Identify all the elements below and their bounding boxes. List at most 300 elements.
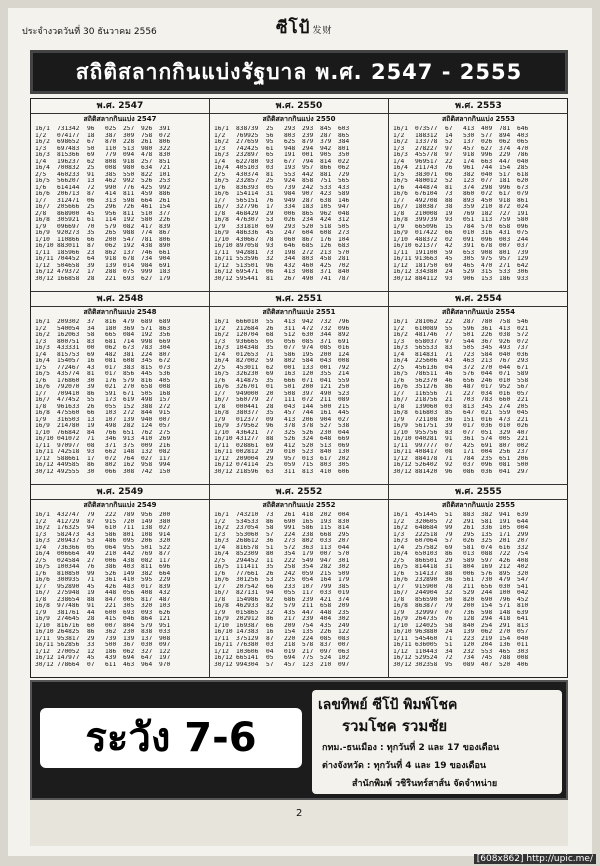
ad-line-4: ต่างจังหวัด : ทุกวันที่ 4 และ 19 ของเดือน bbox=[322, 761, 487, 771]
table-cell: 196237 bbox=[57, 158, 80, 165]
table-cell: 1/3 bbox=[35, 145, 47, 152]
table-cell: 827002 bbox=[236, 358, 259, 364]
table-cell: 056 bbox=[123, 590, 135, 596]
table-cell: 29 bbox=[87, 635, 95, 642]
table-cell: 016 bbox=[499, 390, 511, 397]
table-cell: 174 bbox=[463, 158, 475, 165]
table-cell: 45 bbox=[445, 256, 453, 262]
table-cell: 230 bbox=[123, 629, 135, 635]
table-cell: 332 bbox=[517, 544, 529, 551]
table-cell: 800751 bbox=[57, 338, 80, 345]
table-cell: 39 bbox=[445, 423, 453, 429]
table-cell: 644 bbox=[517, 518, 529, 525]
table-cell: 16/4 bbox=[393, 165, 408, 171]
table-cell: 801 bbox=[123, 531, 135, 538]
table-cell: 146 bbox=[338, 197, 350, 204]
table-cell: 120 bbox=[302, 371, 314, 377]
table-cell: 272 bbox=[159, 403, 171, 410]
table-cell: 16/1 bbox=[214, 512, 229, 518]
table-cell: 16/7 bbox=[214, 590, 229, 596]
table-cell: 16/2 bbox=[393, 332, 408, 338]
table-cell: 475560 bbox=[57, 410, 80, 416]
table-cell: 351276 bbox=[415, 384, 438, 390]
table-cell: 16/9 bbox=[393, 230, 408, 236]
table-cell: 081 bbox=[499, 462, 511, 468]
table-cell: 813 bbox=[463, 403, 475, 410]
panel-year-heading: พ.ศ. 2551 bbox=[210, 292, 388, 307]
table-cell: 86 bbox=[87, 629, 95, 635]
table-cell: 006 bbox=[284, 210, 296, 217]
table-cell: 021 bbox=[481, 410, 493, 416]
table-cell: 412729 bbox=[57, 518, 80, 525]
table-cell: 553596 bbox=[236, 256, 259, 262]
table-cell: 661 bbox=[159, 249, 171, 256]
table-cell: 408 bbox=[517, 557, 529, 564]
table-cell: 04 bbox=[445, 364, 453, 371]
table-cell: 671 bbox=[517, 364, 529, 371]
table-cell: 610089 bbox=[415, 325, 438, 332]
table-cell: 334380 bbox=[415, 269, 438, 275]
table-cell: 961 bbox=[463, 165, 475, 171]
table-cell: 69 bbox=[87, 152, 95, 158]
table-cell: 264735 bbox=[415, 616, 438, 622]
table-cell: 001 bbox=[284, 364, 296, 371]
table-cell: 329997 bbox=[415, 609, 438, 616]
table-cell: 334 bbox=[284, 204, 296, 210]
table-cell: 1/8 bbox=[35, 596, 47, 603]
table-cell: 581 bbox=[481, 518, 493, 525]
table-cell: 048 bbox=[338, 210, 350, 217]
table-cell: 16/11 bbox=[214, 642, 233, 648]
table-cell: 34 bbox=[445, 648, 453, 655]
table-cell: 410 bbox=[141, 436, 153, 442]
table-cell: 697483 bbox=[57, 145, 80, 152]
table-cell: 232897 bbox=[236, 152, 259, 158]
table-cell: 209 bbox=[338, 603, 350, 609]
table-cell: 2/5 bbox=[214, 364, 226, 371]
table-cell: 24 bbox=[445, 269, 453, 275]
table-cell: 86 bbox=[445, 551, 453, 557]
table-cell: 413 bbox=[284, 319, 296, 325]
table-cell: 226 bbox=[320, 629, 332, 635]
table-cell: 994 bbox=[159, 462, 171, 468]
table-cell: 572 bbox=[517, 332, 529, 338]
table-cell: 026 bbox=[517, 423, 529, 429]
table-cell: 589 bbox=[463, 557, 475, 564]
table-cell: 799 bbox=[320, 583, 332, 590]
table-cell: 200 bbox=[302, 384, 314, 390]
table-cell: 05 bbox=[266, 184, 274, 191]
table-cell: 16/2 bbox=[393, 139, 408, 145]
table-cell: 610 bbox=[105, 525, 117, 531]
table-cell: 001 bbox=[320, 364, 332, 371]
table-cell: 71 bbox=[445, 455, 453, 462]
table-cell: 16/7 bbox=[35, 397, 50, 403]
table-cell: 077 bbox=[481, 178, 493, 184]
table-cell: 804 bbox=[463, 564, 475, 570]
table-cell: 32 bbox=[266, 256, 274, 262]
table-cell: 062 bbox=[338, 165, 350, 171]
table-cell: 1/7 bbox=[35, 390, 47, 397]
table-cell: 72 bbox=[445, 655, 453, 661]
table-cell: 115 bbox=[320, 525, 332, 531]
table-cell: 074177 bbox=[57, 132, 80, 139]
table-cell: 500 bbox=[320, 403, 332, 410]
table-cell: 582473 bbox=[57, 531, 80, 538]
table-cell: 235 bbox=[481, 455, 493, 462]
table-cell: 162 bbox=[123, 462, 135, 468]
table-cell: 122 bbox=[159, 648, 171, 655]
table-cell: 69 bbox=[445, 262, 453, 269]
table-cell: 1/4 bbox=[35, 351, 47, 358]
table-cell: 648684 bbox=[415, 525, 438, 531]
table-cell: 634 bbox=[141, 165, 153, 171]
table-cell: 057 bbox=[517, 390, 529, 397]
table-cell: 327 bbox=[141, 648, 153, 655]
table-cell: 275948 bbox=[57, 590, 80, 596]
table-cell: 686 bbox=[284, 596, 296, 603]
table-cell: 840 bbox=[320, 449, 332, 455]
table-cell: 570 bbox=[481, 223, 493, 230]
table-cell: 03 bbox=[266, 165, 274, 171]
table-row bbox=[389, 469, 568, 476]
table-cell: 918 bbox=[123, 158, 135, 165]
table-cell: 079 bbox=[517, 191, 529, 197]
table-cell: 1/11 bbox=[214, 442, 229, 449]
table-cell: 700832 bbox=[57, 165, 80, 171]
table-cell: 492555 bbox=[57, 468, 80, 475]
table-cell: 246 bbox=[481, 377, 493, 384]
table-cell: 579 bbox=[284, 603, 296, 609]
table-cell: 955756 bbox=[415, 429, 438, 436]
table-cell: 956 bbox=[141, 512, 153, 518]
table-cell: 457 bbox=[284, 661, 296, 668]
table-cell: 168 bbox=[159, 390, 171, 397]
table-cell: 305 bbox=[123, 603, 135, 609]
table-cell: 478 bbox=[141, 152, 153, 158]
table-cell: 1/8 bbox=[393, 210, 405, 217]
year-panel bbox=[210, 292, 389, 485]
table-cell: 16/7 bbox=[214, 204, 229, 210]
ad-line-3: กทม.-ธนเมือง : ทุกวันที่ 2 และ 17 ของเดือน bbox=[322, 743, 500, 753]
table-cell: 16/1 bbox=[35, 126, 50, 132]
table-cell: 984 bbox=[284, 191, 296, 197]
ad-line-2: รวมโชค รวมชัย bbox=[342, 717, 448, 735]
table-cell: 16/3 bbox=[214, 152, 229, 158]
table-cell: 207 bbox=[517, 538, 529, 544]
table-cell: 17 bbox=[87, 455, 95, 462]
table-cell: 257582 bbox=[415, 544, 438, 551]
table-cell: 285 bbox=[517, 165, 529, 171]
table-cell: 627 bbox=[481, 145, 493, 152]
table-cell: 176860 bbox=[57, 377, 80, 384]
page-number: 2 bbox=[296, 808, 303, 819]
table-cell: 233 bbox=[284, 583, 296, 590]
table-cell: 561 bbox=[463, 577, 475, 583]
table-cell: 510 bbox=[141, 210, 153, 217]
table-cell: 362 bbox=[105, 629, 117, 635]
table-cell: 089 bbox=[338, 397, 350, 403]
table-cell: 865 bbox=[338, 132, 350, 139]
table-cell: 391 bbox=[463, 243, 475, 249]
table-cell: 361 bbox=[481, 325, 493, 332]
table-cell: 136 bbox=[499, 642, 511, 648]
table-cell: 980 bbox=[123, 165, 135, 171]
table-cell: 16/5 bbox=[214, 178, 229, 184]
table-cell: 253 bbox=[159, 178, 171, 184]
table-cell: 792070 bbox=[57, 384, 80, 390]
table-cell: 085 bbox=[302, 338, 314, 345]
table-cell: 002812 bbox=[236, 449, 259, 455]
table-cell: 25 bbox=[266, 178, 274, 184]
table-cell: 06 bbox=[87, 197, 95, 204]
table-cell: 04 bbox=[266, 648, 274, 655]
table-cell: 13 bbox=[87, 178, 95, 184]
table-cell: 626 bbox=[159, 609, 171, 616]
table-cell: 024584 bbox=[57, 557, 80, 564]
table-cell: 16/10 bbox=[35, 629, 54, 635]
table-cell: 117 bbox=[159, 455, 171, 462]
table-cell: 668 bbox=[320, 531, 332, 538]
table-cell: 29 bbox=[445, 557, 453, 564]
table-cell: 133 bbox=[302, 364, 314, 371]
table-row bbox=[31, 276, 209, 283]
table-cell: 549 bbox=[302, 557, 314, 564]
table-cell: 191 bbox=[284, 152, 296, 158]
table-cell: 380 bbox=[159, 518, 171, 525]
table-cell: 097 bbox=[338, 661, 350, 668]
table-cell: 1/12 bbox=[35, 648, 50, 655]
table-cell: 072 bbox=[517, 338, 529, 345]
panel-subtitle: สถิติสลากกินแบ่ง 2547 bbox=[83, 115, 157, 123]
table-cell: 206 bbox=[141, 538, 153, 544]
table-cell: 274 bbox=[499, 403, 511, 410]
table-cell: 676104 bbox=[415, 191, 438, 197]
panel-subtitle: สถิติสลากกินแบ่ง 2553 bbox=[441, 115, 516, 123]
table-cell: 311 bbox=[284, 468, 296, 475]
table-cell: 432 bbox=[284, 262, 296, 269]
table-cell: 113 bbox=[320, 544, 332, 551]
logo-small-text: 发财 bbox=[312, 26, 333, 36]
table-cell: 988 bbox=[123, 230, 135, 236]
table-cell: 586 bbox=[302, 525, 314, 531]
table-cell: 16/10 bbox=[214, 243, 233, 249]
table-cell: 83 bbox=[87, 338, 95, 345]
table-cell: 16/6 bbox=[393, 577, 408, 583]
table-cell: 232 bbox=[463, 648, 475, 655]
table-cell: 044 bbox=[338, 429, 350, 436]
table-cell: 810850 bbox=[57, 570, 80, 577]
table-cell: 322 bbox=[159, 145, 171, 152]
table-cell: 100344 bbox=[57, 564, 80, 570]
table-cell: 56 bbox=[266, 132, 274, 139]
table-cell: 282 bbox=[123, 423, 135, 429]
table-cell: 006 bbox=[463, 570, 475, 577]
table-cell: 257 bbox=[123, 126, 135, 132]
table-cell: 956 bbox=[105, 210, 117, 217]
table-cell: 470 bbox=[481, 262, 493, 269]
table-cell: 62 bbox=[87, 158, 95, 165]
table-cell: 980 bbox=[141, 145, 153, 152]
table-cell: 16/8 bbox=[35, 603, 50, 609]
table-cell: 06 bbox=[266, 269, 274, 275]
table-cell: 139 bbox=[105, 262, 117, 269]
table-cell: 614144 bbox=[57, 184, 80, 191]
table-cell: 597 bbox=[481, 557, 493, 564]
table-cell: 866501 bbox=[415, 557, 438, 564]
table-cell: 576 bbox=[463, 371, 475, 377]
table-cell: 518 bbox=[320, 223, 332, 230]
table-cell: 191 bbox=[499, 518, 511, 525]
table-cell: 344 bbox=[320, 332, 332, 338]
table-cell: 093 bbox=[141, 609, 153, 616]
table-cell: 012377 bbox=[236, 416, 259, 423]
table-cell: 293 bbox=[284, 223, 296, 230]
table-cell: 526 bbox=[141, 178, 153, 184]
table-cell: 481746 bbox=[415, 332, 438, 338]
table-cell: 29 bbox=[266, 449, 274, 455]
table-cell: 915 bbox=[159, 410, 171, 416]
table-cell: 97 bbox=[445, 338, 453, 345]
table-cell: 124025 bbox=[415, 622, 438, 629]
table-cell: 192 bbox=[141, 332, 153, 338]
table-cell: 616803 bbox=[415, 410, 438, 416]
table-cell: 16/3 bbox=[393, 345, 408, 351]
table-cell: 559 bbox=[499, 410, 511, 416]
table-cell: 783 bbox=[141, 345, 153, 351]
table-cell: 431 bbox=[499, 230, 511, 236]
panel-year-heading: พ.ศ. 2554 bbox=[389, 292, 568, 307]
table-cell: 1/10 bbox=[35, 236, 50, 243]
table-cell: 024 bbox=[517, 204, 529, 210]
table-cell: 371 bbox=[320, 338, 332, 345]
table-cell: 1/4 bbox=[214, 351, 226, 358]
table-cell: 268612 bbox=[236, 538, 259, 544]
table-cell: 714 bbox=[123, 338, 135, 345]
table-cell: 107 bbox=[302, 583, 314, 590]
table-cell: 442 bbox=[123, 551, 135, 557]
table-cell: 517 bbox=[499, 171, 511, 178]
table-cell: 86 bbox=[445, 384, 453, 390]
table-cell: 1/9 bbox=[393, 609, 405, 616]
table-cell: 224 bbox=[302, 635, 314, 642]
table-cell: 16/9 bbox=[214, 230, 229, 236]
table-cell: 010 bbox=[463, 230, 475, 236]
table-cell: 176 bbox=[105, 377, 117, 384]
table-cell: 678 bbox=[123, 256, 135, 262]
table-cell: 893 bbox=[463, 197, 475, 204]
table-cell: 305 bbox=[463, 256, 475, 262]
table-cell: 320 bbox=[517, 570, 529, 577]
table-cell: 512 bbox=[284, 332, 296, 338]
table-cell: 88 bbox=[445, 197, 453, 204]
table-cell: 017 bbox=[105, 371, 117, 377]
table-cell: 09 bbox=[266, 416, 274, 423]
table-cell: 58 bbox=[445, 622, 453, 629]
table-cell: 1/7 bbox=[214, 390, 226, 397]
table-cell: 305 bbox=[338, 462, 350, 468]
table-cell: 856 bbox=[123, 371, 135, 377]
table-cell: 06 bbox=[445, 171, 453, 178]
year-panel bbox=[31, 485, 210, 678]
table-cell: 658 bbox=[499, 223, 511, 230]
table-cell: 83 bbox=[445, 345, 453, 351]
page-footer-band bbox=[30, 800, 568, 846]
table-cell: 150 bbox=[159, 468, 171, 475]
table-cell: 777661 bbox=[236, 570, 259, 577]
table-cell: 16/6 bbox=[35, 191, 50, 197]
table-cell: 166858 bbox=[57, 275, 80, 282]
table-cell: 477452 bbox=[57, 397, 80, 403]
table-cell: 116556 bbox=[415, 390, 438, 397]
panel-rows bbox=[31, 126, 209, 282]
table-cell: 451445 bbox=[415, 512, 438, 518]
table-cell: 1/4 bbox=[393, 544, 405, 551]
table-cell: 28 bbox=[266, 403, 274, 410]
table-cell: 397 bbox=[302, 390, 314, 397]
table-cell: 244904 bbox=[415, 590, 438, 596]
table-cell: 185966 bbox=[57, 249, 80, 256]
table-cell: 096 bbox=[517, 223, 529, 230]
table-cell: 16/3 bbox=[214, 345, 229, 351]
table-cell: 953817 bbox=[57, 635, 80, 642]
table-cell: 294 bbox=[481, 616, 493, 622]
table-cell: 03 bbox=[266, 642, 274, 648]
table-cell: 77 bbox=[266, 429, 274, 436]
table-cell: 1/3 bbox=[214, 145, 226, 152]
table-cell: 297 bbox=[517, 468, 529, 475]
table-cell: 39 bbox=[87, 262, 95, 269]
table-cell: 217 bbox=[302, 648, 314, 655]
table-cell: 209 bbox=[284, 622, 296, 629]
table-cell: 405 bbox=[159, 377, 171, 384]
table-cell: 526 bbox=[105, 570, 117, 577]
table-cell: 920273 bbox=[57, 230, 80, 236]
table-cell: 101 bbox=[159, 171, 171, 178]
table-cell: 639 bbox=[517, 609, 529, 616]
table-cell: 244 bbox=[517, 236, 529, 243]
table-cell: 780 bbox=[481, 319, 493, 325]
table-cell: 16/6 bbox=[214, 384, 229, 390]
table-cell: 806 bbox=[159, 139, 171, 145]
table-cell: 473 bbox=[499, 416, 511, 423]
table-cell: 500 bbox=[517, 462, 529, 468]
table-cell: 811 bbox=[123, 191, 135, 197]
table-cell: 173 bbox=[105, 397, 117, 403]
table-cell: 205666 bbox=[57, 204, 80, 210]
table-cell: 107 bbox=[105, 416, 117, 423]
table-cell: 16/4 bbox=[214, 358, 229, 364]
table-cell: 135 bbox=[302, 629, 314, 635]
table-cell: 433 bbox=[338, 184, 350, 191]
table-cell: 567 bbox=[517, 384, 529, 390]
table-cell: 073 bbox=[159, 364, 171, 371]
table-cell: 94 bbox=[266, 590, 274, 596]
table-cell: 197 bbox=[159, 655, 171, 661]
table-cell: 415 bbox=[105, 616, 117, 622]
table-cell: 658037 bbox=[415, 338, 438, 345]
table-cell: 1/6 bbox=[35, 570, 47, 577]
table-cell: 121 bbox=[159, 616, 171, 622]
table-cell: 27 bbox=[87, 557, 95, 564]
table-cell: 221 bbox=[517, 436, 529, 442]
table-cell: 1/12 bbox=[214, 262, 229, 269]
table-cell: 111 bbox=[284, 397, 296, 403]
table-cell: 206 bbox=[302, 416, 314, 423]
table-cell: 776380 bbox=[236, 642, 259, 648]
table-cell: 574 bbox=[481, 436, 493, 442]
table-cell: 73 bbox=[445, 191, 453, 197]
